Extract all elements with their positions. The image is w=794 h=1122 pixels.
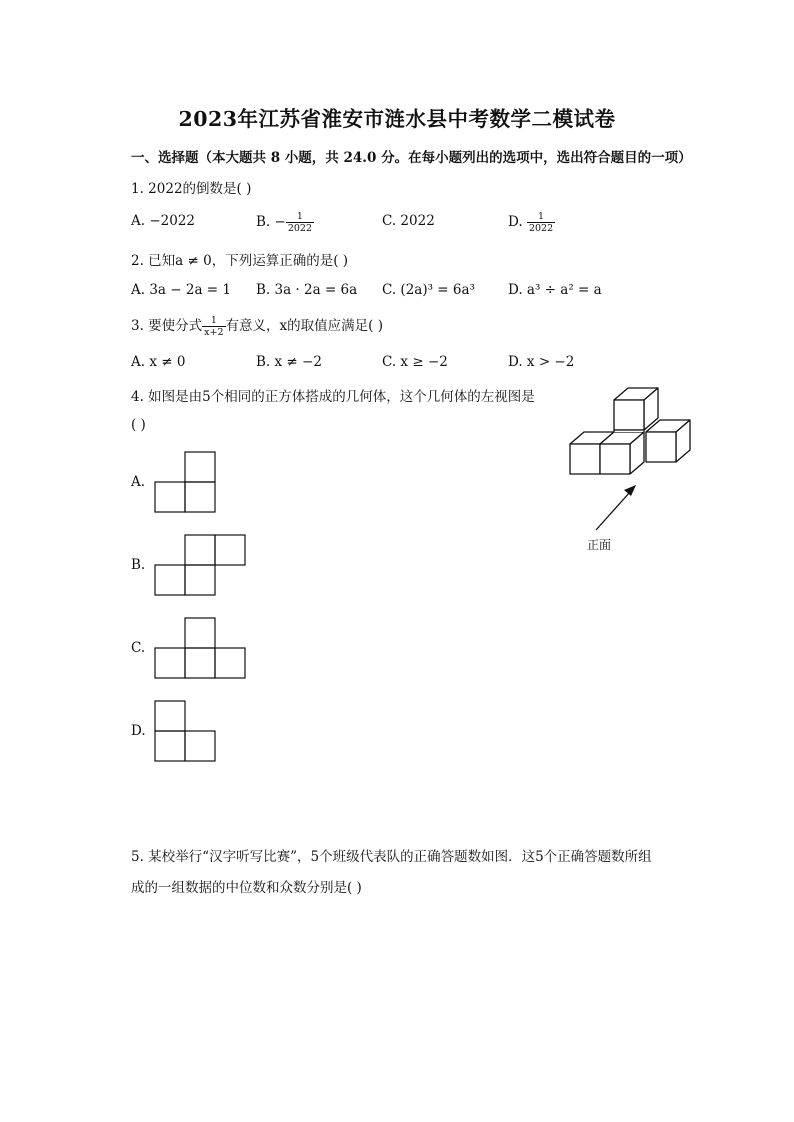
q3-option-a: A. x ≠ 0 bbox=[131, 354, 186, 370]
cube-front-face bbox=[646, 432, 676, 462]
question-3-stem bbox=[131, 314, 383, 338]
fraction-numerator: 1 bbox=[527, 211, 555, 223]
question-4-paren: ( ) bbox=[131, 417, 146, 433]
q3-fraction bbox=[202, 315, 225, 338]
q4-option-a-label: A. bbox=[131, 474, 146, 490]
cube-front-face bbox=[570, 444, 600, 474]
q4-option-b-figure bbox=[154, 534, 248, 598]
q2-option-c: C. (2a)³ = 6a³ bbox=[382, 282, 475, 298]
view-direction-arrow bbox=[596, 485, 636, 530]
q4-option-c-figure bbox=[154, 617, 248, 681]
cube-front-face bbox=[614, 400, 644, 430]
q2-option-a: A. 3a − 2a = 1 bbox=[131, 282, 231, 298]
section-heading: 一、选择题（本大题共 8 小题，共 24.0 分。在每小题列出的选项中，选出符合题目的一项） bbox=[131, 150, 692, 166]
q4-option-a-figure bbox=[154, 451, 218, 515]
q4-option-d-label: D. bbox=[131, 723, 146, 739]
q1-option-c: C. 2022 bbox=[382, 213, 435, 229]
q1-option-d-prefix: D. bbox=[508, 214, 527, 230]
page-title: 2023年江苏省淮安市涟水县中考数学二模试卷 bbox=[178, 107, 616, 131]
q1-option-b-fraction bbox=[286, 211, 314, 234]
fraction-denominator: x+2 bbox=[204, 327, 224, 338]
q1-option-b-prefix: B. − bbox=[256, 214, 286, 230]
figure-caption-front: 正面 bbox=[587, 538, 612, 552]
question-1-stem: 1. 2022的倒数是( ) bbox=[131, 181, 252, 197]
q4-option-c-label: C. bbox=[131, 640, 146, 656]
cube-front-face bbox=[600, 444, 630, 474]
fraction-numerator: 1 bbox=[286, 211, 314, 223]
q1-option-d bbox=[508, 211, 555, 234]
question-5-line-1: 5. 某校举行“汉字听写比赛”，5个班级代表队的正确答题数如图．这5个正确答题数所组 bbox=[131, 849, 652, 865]
q1-option-a: A. −2022 bbox=[131, 213, 195, 229]
question-5-line-2: 成的一组数据的中位数和众数分别是( ) bbox=[131, 880, 362, 896]
question-2-stem: 2. 已知a ≠ 0，下列运算正确的是( ) bbox=[131, 253, 349, 269]
q3-stem-prefix: 3. 要使分式 bbox=[131, 318, 203, 334]
q4-option-b-label: B. bbox=[131, 557, 146, 573]
q1-option-b bbox=[256, 211, 314, 234]
q4-option-d-figure bbox=[154, 700, 218, 764]
fraction-denominator: 2022 bbox=[287, 223, 313, 234]
q2-option-b: B. 3a · 2a = 6a bbox=[256, 282, 358, 298]
q3-option-c: C. x ≥ −2 bbox=[382, 354, 448, 370]
q4-cube-figure bbox=[560, 380, 700, 560]
question-4-stem: 4. 如图是由5个相同的正方体搭成的几何体，这个几何体的左视图是 bbox=[131, 389, 535, 405]
q1-option-d-fraction bbox=[527, 211, 555, 234]
q3-option-d: D. x > −2 bbox=[508, 354, 575, 370]
q2-option-d: D. a³ ÷ a² = a bbox=[508, 282, 602, 298]
q3-option-b: B. x ≠ −2 bbox=[256, 354, 322, 370]
fraction-denominator: 2022 bbox=[528, 223, 554, 234]
fraction-numerator: 1 bbox=[202, 315, 225, 327]
q3-stem-suffix: 有意义，x的取值应满足( ) bbox=[225, 318, 383, 334]
